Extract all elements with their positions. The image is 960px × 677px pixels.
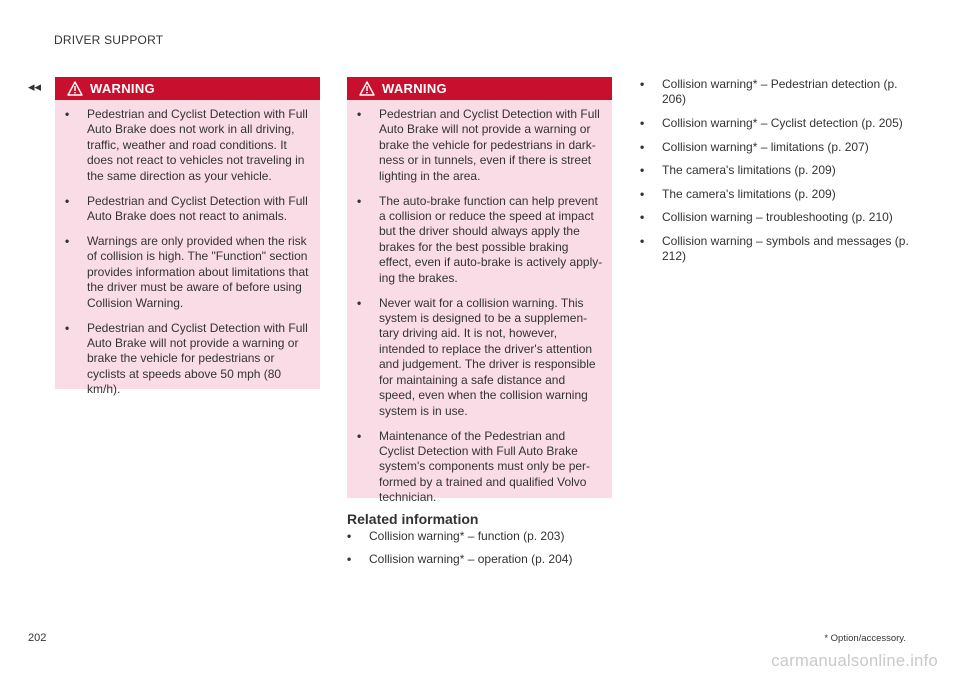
list-item: • Pedestrian and Cyclist Detection with Full Auto Brake will not provide a warning or brake the vehicle for pedestrians or cyclists at speeds above 50 mph (80 km/h). xyxy=(65,320,308,397)
continued-marker: ◂◂ xyxy=(28,79,42,94)
list-item: • The auto-brake function can help prevent a collision or reduce the speed at impact but the driver should always apply the brakes for the best possible braking effect, even if auto-brake is actively apply-ing the brakes. xyxy=(357,193,603,285)
warning-triangle-icon xyxy=(359,81,375,96)
bullet: • xyxy=(640,139,645,154)
related-information-list xyxy=(347,529,617,575)
related-link[interactable]: • Collision warning – symbols and messages (p. 212) xyxy=(640,233,909,264)
list-item: • Pedestrian and Cyclist Detection with Full Auto Brake does not react to animals. xyxy=(65,193,308,224)
warning-header xyxy=(347,77,612,100)
watermark: carmanualsonline.info xyxy=(771,652,938,670)
related-link[interactable]: • Collision warning* – Pedestrian detection (p. 206) xyxy=(640,77,898,107)
related-link[interactable]: • Collision warning* – operation (p. 204) xyxy=(347,552,573,567)
list-item: • Warnings are only provided when the risk of collision is high. The "Function" section provides information about limitations that the driver must be aware of before using Collision Warning. xyxy=(65,234,309,310)
warning-box-1 xyxy=(55,77,320,397)
bullet: • xyxy=(347,552,352,567)
section-title: DRIVER SUPPORT xyxy=(54,33,164,47)
bullet: • xyxy=(357,428,362,443)
warning-triangle-icon xyxy=(67,81,83,96)
related-link[interactable]: • Collision warning* – function (p. 203) xyxy=(347,529,565,543)
bullet: • xyxy=(65,193,70,208)
list-item: • Pedestrian and Cyclist Detection with Full Auto Brake will not provide a warning or brake the vehicle for pedestrians in dark-ness or in tunnels, even if there is street lighting in the area. xyxy=(357,107,600,183)
bullet: • xyxy=(357,193,362,208)
related-link[interactable]: • The camera's limitations (p. 209) xyxy=(640,186,836,201)
warning-header xyxy=(55,77,320,100)
bullet: • xyxy=(640,210,645,225)
footnote: * Option/accessory. xyxy=(824,633,906,644)
warning-title: WARNING xyxy=(90,81,155,96)
bullet: • xyxy=(640,116,645,130)
warning-box-2 xyxy=(347,77,612,505)
list-item: • Pedestrian and Cyclist Detection with Full Auto Brake does not work in all driving, traffic, weather and road conditions. It does not react to vehicles not traveling in the same direction as your vehicle. xyxy=(65,107,308,183)
list-item: • Maintenance of the Pedestrian and Cyclist Detection with Full Auto Brake system's components must only be per-formed by a trained and qualified Volvo technician. xyxy=(357,428,591,505)
bullet: • xyxy=(357,295,362,310)
related-information-list-continued xyxy=(640,77,915,273)
bullet: • xyxy=(357,107,362,121)
bullet: • xyxy=(640,163,645,178)
related-link[interactable]: • Collision warning – troubleshooting (p. 210) xyxy=(640,210,893,225)
bullet: • xyxy=(347,529,352,543)
bullet: • xyxy=(65,107,70,121)
related-information-heading: Related information xyxy=(347,511,479,527)
related-link[interactable]: • Collision warning* – limitations (p. 207) xyxy=(640,139,869,154)
bullet: • xyxy=(640,186,645,201)
warning-title: WARNING xyxy=(382,81,447,96)
bullet: • xyxy=(65,234,70,249)
bullet: • xyxy=(640,77,645,91)
bullet: • xyxy=(65,320,70,335)
bullet: • xyxy=(640,233,645,248)
related-link[interactable]: • The camera's limitations (p. 209) xyxy=(640,163,836,178)
list-item: • Never wait for a collision warning. This system is designed to be a supplemen-tary driving aid. It is not, however, intended to replace the driver's attention and judgement. The driver is responsible for maintaining a safe distance and speed, even when the collision warning system is in use. xyxy=(357,295,596,418)
related-link[interactable]: • Collision warning* – Cyclist detection (p. 205) xyxy=(640,116,903,130)
page-number: 202 xyxy=(28,632,47,644)
